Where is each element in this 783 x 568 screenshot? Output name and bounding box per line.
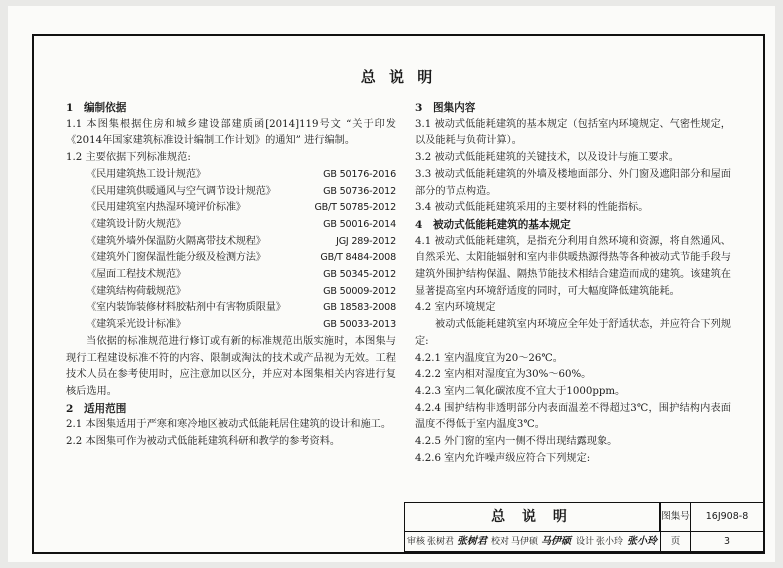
standard-name: 《建筑设计防火规范》 bbox=[86, 218, 186, 230]
section-4-heading: 4 被动式低能耗建筑的基本规定 bbox=[415, 218, 571, 231]
standards-note: 当依据的标准规范进行修订或有新的标准规范出版实施时，本图集与现行工程建设标准不符的内容、限制或淘汰的技术或产品视为无效。工程技术人员在参考使用时，应注意加以区分，并应对本图集相关内容进行复核后选用。 bbox=[66, 335, 396, 397]
standard-code: GB 50033-2013 bbox=[323, 319, 396, 331]
standard-name: 《屋面工程技术规范》 bbox=[86, 269, 186, 281]
checker-signature: 马伊硕 bbox=[541, 536, 571, 547]
clause-4-2-6: 4.2.6 室内允许噪声级应符合下列规定: bbox=[415, 452, 591, 464]
standard-item bbox=[66, 200, 396, 217]
drawing-frame bbox=[32, 34, 765, 554]
page-number: 3 bbox=[690, 532, 763, 552]
section-1-heading: 1 编制依据 bbox=[66, 102, 127, 114]
standard-item bbox=[66, 184, 396, 201]
standard-item bbox=[66, 317, 396, 334]
standard-code: GB 50009-2012 bbox=[323, 285, 396, 297]
atlas-number: 16J908-8 bbox=[690, 503, 763, 531]
standard-code: GB 50016-2014 bbox=[323, 218, 396, 230]
clause-4-2-5: 4.2.5 外门窗的室内一侧不得出现结露现象。 bbox=[415, 436, 618, 448]
title-block-bottom-row bbox=[405, 531, 763, 552]
standard-name: 《民用建筑供暖通风与空气调节设计规范》 bbox=[86, 185, 276, 197]
standard-name: 《建筑外墙外保温防火隔离带技术规程》 bbox=[86, 235, 266, 247]
clause-2-2: 2.2 本图集可作为被动式低能耗建筑科研和教学的参考资料。 bbox=[66, 436, 341, 448]
standard-item bbox=[66, 217, 396, 234]
standard-item bbox=[66, 167, 396, 184]
reviewer-signature: 张树君 bbox=[457, 536, 487, 547]
design-label: 设计 bbox=[576, 537, 595, 547]
review-label: 审核 bbox=[407, 537, 426, 547]
clause-4-2-3: 4.2.3 室内二氧化碳浓度不宜大于1000ppm。 bbox=[415, 385, 626, 397]
right-column bbox=[415, 100, 731, 467]
standard-name: 《建筑结构荷载规范》 bbox=[86, 285, 186, 297]
clause-4-2-1: 4.2.1 室内温度宜为20～26℃。 bbox=[415, 352, 563, 364]
standard-code: GB 50736-2012 bbox=[323, 185, 396, 197]
title-block-title: 总 说 明 bbox=[405, 503, 660, 531]
drawing-sheet bbox=[8, 6, 775, 562]
section-3-heading: 3 图集内容 bbox=[415, 102, 476, 114]
clause-1-2: 1.2 主要依据下列标准规范: bbox=[66, 152, 191, 164]
checker-name: 马伊硕 bbox=[511, 537, 539, 547]
standard-code: GB/T 50785-2012 bbox=[314, 202, 396, 214]
clause-4-2: 4.2 室内环境规定 bbox=[415, 302, 496, 314]
clause-1-1: 1.1 本图集根据住房和城乡建设部建质函[2014]119号文 “关于印发《2014年国家建筑标准设计编制工作计划》的通知” 进行编制。 bbox=[66, 118, 396, 147]
clause-4-2-4: 4.2.4 围护结构非透明部分内表面温差不得超过3℃，围护结构内表面温度不得低于室内温度3℃。 bbox=[415, 402, 731, 431]
section-2-heading: 2 适用范围 bbox=[66, 402, 127, 415]
standard-code: GB 50176-2016 bbox=[323, 168, 396, 180]
standard-name: 《室内装饰装修材料胶粘剂中有害物质限量》 bbox=[86, 302, 286, 314]
standard-item bbox=[66, 300, 396, 317]
check-label: 校对 bbox=[491, 537, 510, 547]
standard-name: 《民用建筑热工设计规范》 bbox=[86, 168, 206, 180]
clause-3-1: 3.1 被动式低能耗建筑的基本规定（包括室内环境规定、气密性规定，以及能耗与负荷计算）。 bbox=[415, 118, 731, 147]
atlas-label: 图集号 bbox=[660, 503, 690, 531]
clause-4-2-2: 4.2.2 室内相对湿度宜为30%～60%。 bbox=[415, 369, 592, 381]
standard-name: 《民用建筑室内热湿环境评价标准》 bbox=[86, 202, 246, 214]
title-block bbox=[404, 502, 765, 552]
title-block-top-row bbox=[405, 503, 766, 531]
left-column bbox=[66, 100, 396, 451]
clause-2-1: 2.1 本图集适用于严寒和寒冷地区被动式低能耗居住建筑的设计和施工。 bbox=[66, 419, 392, 431]
standard-code: JGJ 289-2012 bbox=[336, 235, 396, 247]
clause-3-4: 3.4 被动式低能耗建筑采用的主要材料的性能指标。 bbox=[415, 202, 649, 214]
standards-list bbox=[66, 167, 396, 334]
clause-4-1: 4.1 被动式低能耗建筑，是指充分利用自然环境和资源，将自然通风、自然采光、太阳能辐射和室内非供暖热源得热等各种被动式节能手段与建筑外围护结构保温、隔热节能技术相结合建造而成的建筑。该建筑在显著提高室内环境舒适度的同时，可大幅度降低建筑能耗。 bbox=[415, 235, 731, 297]
standard-item bbox=[66, 284, 396, 301]
standard-item bbox=[66, 250, 396, 267]
standard-item bbox=[66, 234, 396, 251]
designer-signature: 张小玲 bbox=[627, 536, 657, 547]
reviewer-name: 张树君 bbox=[427, 537, 455, 547]
clause-3-2: 3.2 被动式低能耗建筑的关键技术，以及设计与施工要求。 bbox=[415, 152, 679, 164]
clause-4-2-intro: 被动式低能耗建筑室内环境应全年处于舒适状态，并应符合下列规定: bbox=[415, 319, 731, 347]
standard-code: GB/T 8484-2008 bbox=[320, 252, 396, 264]
page-label: 页 bbox=[660, 532, 690, 552]
clause-3-3: 3.3 被动式低能耗建筑的外墙及楼地面部分、外门窗及遮阳部分和屋面部分的节点构造。 bbox=[415, 168, 731, 197]
designer-name: 张小玲 bbox=[596, 537, 624, 547]
standard-name: 《建筑采光设计标准》 bbox=[86, 319, 186, 331]
standard-item bbox=[66, 267, 396, 284]
page-title: 总 说 明 bbox=[360, 68, 437, 86]
standard-code: GB 50345-2012 bbox=[323, 269, 396, 281]
standard-name: 《建筑外门窗保温性能分级及检测方法》 bbox=[86, 252, 266, 264]
standard-code: GB 18583-2008 bbox=[323, 302, 396, 314]
